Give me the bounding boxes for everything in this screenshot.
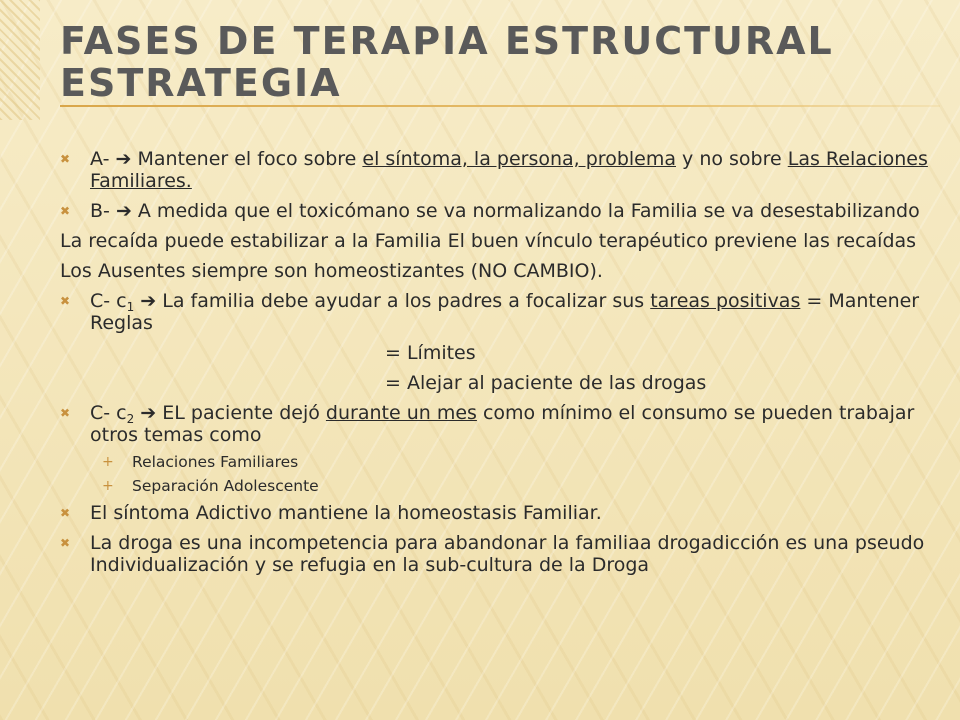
- subscript: 1: [126, 300, 135, 314]
- item-text: La droga es una incompetencia para abandonar la familiaa drogadicción es una pseudo Individualización y se refugia en la sub-cultura de la Droga: [90, 532, 925, 576]
- x-cross-icon: ✖: [60, 294, 71, 308]
- item-prefix: B-: [90, 200, 110, 222]
- slide-body: [60, 148, 940, 584]
- plus-icon: +: [102, 454, 114, 470]
- item-prefix: A-: [90, 148, 110, 170]
- x-cross-icon: ✖: [60, 204, 71, 218]
- item-text: Mantener el foco sobre: [131, 148, 363, 170]
- title-divider: [60, 105, 940, 107]
- underlined-text: tareas positivas: [650, 290, 801, 312]
- double-right-arrow-icon: ➔: [140, 290, 157, 312]
- item-text: como mínimo el consumo se pueden trabajar otros temas como: [90, 402, 915, 446]
- underlined-text: durante un mes: [325, 402, 477, 424]
- continuation-line: = Alejar al paciente de las drogas: [385, 372, 707, 394]
- list-item: [60, 402, 940, 446]
- item-text: y no sobre: [676, 148, 788, 170]
- continuation-line: = Límites: [385, 342, 476, 364]
- item-prefix: C- c: [90, 402, 127, 424]
- plus-icon: +: [102, 478, 114, 494]
- underlined-text: el síntoma, la persona, problema: [362, 148, 676, 170]
- item-text: El síntoma Adictivo mantiene la homeostasis Familiar.: [90, 502, 602, 524]
- item-text: = Mantener Reglas: [90, 290, 920, 334]
- list-item: [60, 502, 940, 524]
- list-item: [60, 290, 940, 334]
- x-cross-icon: ✖: [60, 536, 71, 550]
- sub-list-item: [102, 452, 940, 472]
- item-text: A medida que el toxicómano se va normalizando la Familia se va desestabilizando: [131, 200, 920, 222]
- subscript: 2: [126, 412, 135, 426]
- paragraph: La recaída puede estabilizar a la Familia El buen vínculo terapéutico previene las recaídas: [60, 230, 917, 252]
- underlined-text: Las Relaciones Familiares.: [90, 148, 928, 192]
- double-right-arrow-icon: ➔: [115, 148, 132, 170]
- x-cross-icon: ✖: [60, 152, 71, 166]
- x-cross-icon: ✖: [60, 506, 71, 520]
- paragraph: Los Ausentes siempre son homeostizantes (NO CAMBIO).: [60, 260, 603, 282]
- item-text: EL paciente dejó: [156, 402, 326, 424]
- x-cross-icon: ✖: [60, 406, 71, 420]
- list-item: [60, 532, 940, 576]
- slide-title: FASES DE TERAPIA ESTRUCTURAL ESTRATEGIA: [60, 19, 834, 105]
- list-item: [60, 200, 940, 222]
- sub-item-text: Relaciones Familiares: [132, 453, 299, 471]
- list-item: [60, 148, 940, 192]
- double-right-arrow-icon: ➔: [115, 200, 132, 222]
- item-prefix: C- c: [90, 290, 127, 312]
- sub-list-item: [102, 476, 940, 496]
- item-text: La familia debe ayudar a los padres a focalizar sus: [156, 290, 651, 312]
- double-right-arrow-icon: ➔: [140, 402, 157, 424]
- sub-item-text: Separación Adolescente: [132, 477, 319, 495]
- decorative-corner: [0, 0, 40, 120]
